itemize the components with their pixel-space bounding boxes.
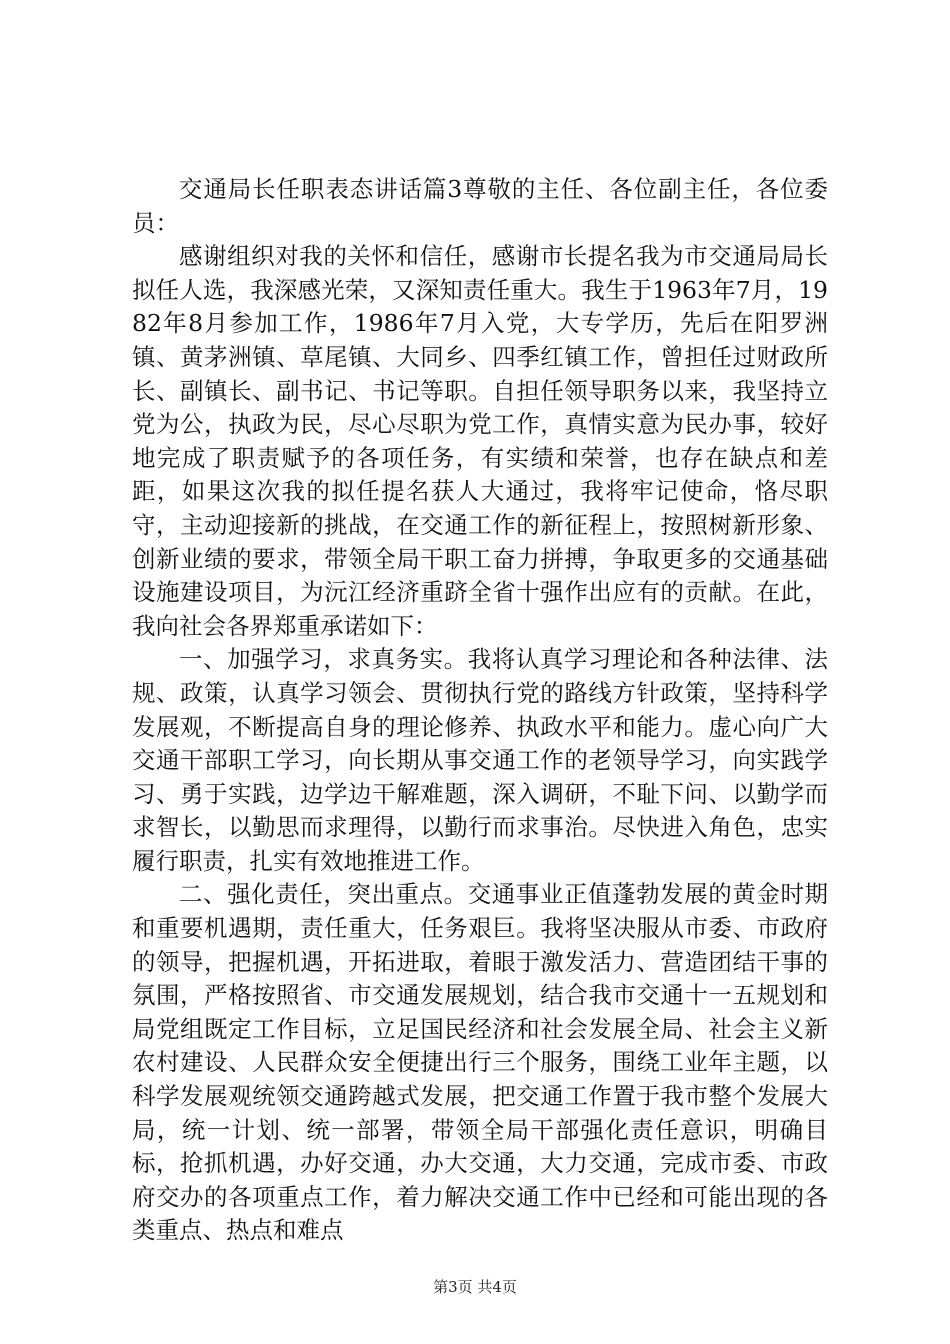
paragraph-point-two: 二、强化责任，突出重点。交通事业正值蓬勃发展的黄金时期和重要机遇期，责任重大，任务艰巨。我将坚决服从市委、市政府的领导，把握机遇，开拓进取，着眼于激发活力、营造团结干事的氛围，严格按照省、市交通发展规划，结合我市交通十一五规划和局党组既定工作目标，立足国民经济和社会发展全局、社会主义新农村建设、人民群众安全便捷出行三个服务，围绕工业年主题，以科学发展观统领交通跨越式发展，把交通工作置于我市整个发展大局，统一计划、统一部署，带领全局干部强化责任意识，明确目标，抢抓机遇，办好交通，办大交通，大力交通，完成市委、市政府交办的各项重点工作，着力解决交通工作中已经和可能出现的各类重点、热点和难点	[132, 880, 828, 1245]
paragraph-thanks: 感谢组织对我的关怀和信任，感谢市长提名我为市交通局局长拟任人选，我深感光荣，又深知责任重大。我生于1963年7月，1982年8月参加工作，1986年7月入党，大专学历，先后在阳罗洲镇、黄茅洲镇、草尾镇、大同乡、四季红镇工作，曾担任过财政所长、副镇长、副书记、书记等职。自担任领导职务以来，我坚持立党为公，执政为民，尽心尽职为党工作，真情实意为民办事，较好地完成了职责赋予的各项任务，有实绩和荣誉，也存在缺点和差距，如果这次我的拟任提名获人大通过，我将牢记使命，恪尽职守，主动迎接新的挑战，在交通工作的新征程上，按照树新形象、创新业绩的要求，带领全局干职工奋力拼搏，争取更多的交通基础设施建设项目，为沅江经济重跻全省十强作出应有的贡献。在此，我向社会各界郑重承诺如下：	[132, 242, 828, 640]
document-body	[132, 173, 828, 1248]
page-footer: 第3页 共4页	[433, 1278, 517, 1296]
paragraph-point-one: 一、加强学习，求真务实。我将认真学习理论和各种法律、法规、政策，认真学习领会、贯彻执行党的路线方针政策，坚持科学发展观，不断提高自身的理论修养、执政水平和能力。虚心向广大交通干部职工学习，向长期从事交通工作的老领导学习，向实践学习、勇于实践，边学边干解难题，深入调研，不耻下问、以勤学而求智长，以勤思而求理得，以勤行而求事治。尽快进入角色，忠实履行职责，扎实有效地推进工作。	[132, 645, 828, 875]
paragraph-title: 交通局长任职表态讲话篇3尊敬的主任、各位副主任，各位委员：	[132, 175, 828, 237]
